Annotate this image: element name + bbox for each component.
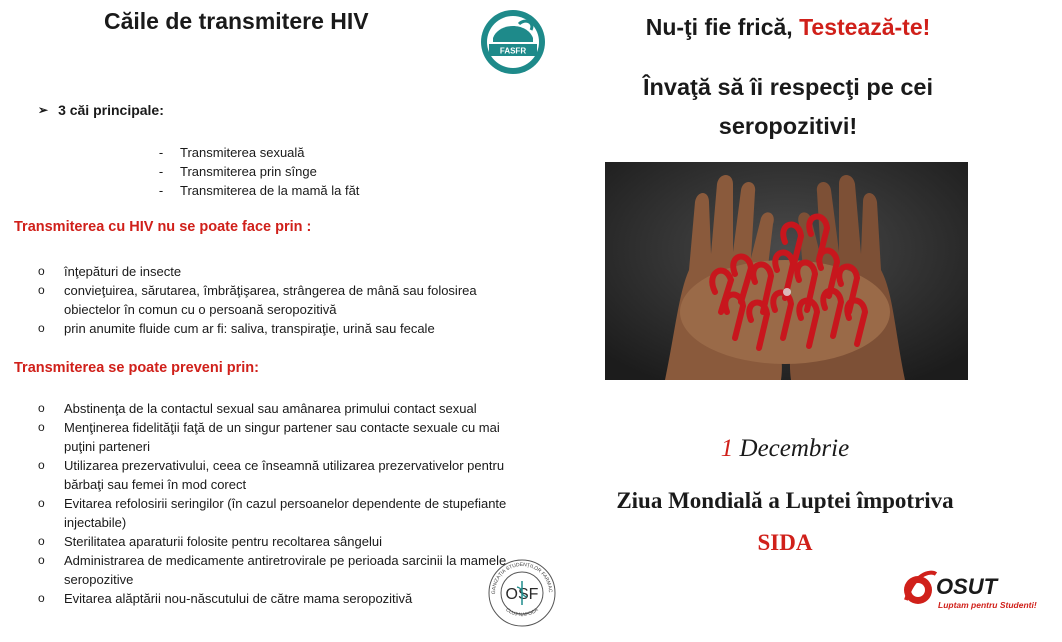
circle-bullet-icon: o	[38, 401, 45, 415]
right-title	[578, 14, 998, 41]
list-item: - Transmiterea prin sînge	[158, 164, 317, 179]
list-item: o Sterilitatea aparaturii folosite pentru recoltarea sângelui	[38, 534, 382, 549]
list-item: o înţepături de insecte	[38, 264, 182, 279]
prevention-list	[38, 399, 508, 608]
circle-bullet-icon: o	[38, 321, 45, 335]
right-title-red: Testează-te!	[799, 14, 931, 40]
not-transmitted-list	[38, 262, 508, 338]
circle-bullet-icon: o	[38, 458, 45, 472]
circle-bullet-icon: o	[38, 553, 45, 567]
date-number: 1	[720, 435, 734, 462]
osut-logo	[900, 568, 1050, 618]
list-item: o Evitarea refolosirii seringilor (în cazul persoanelor dependente de stupefiante injectabile)	[38, 496, 507, 530]
world-day-title: Ziua Mondială a Luptei împotriva	[616, 488, 954, 513]
list-item: o convieţuirea, sărutarea, îmbrăţişarea, strângerea de mână sau folosirea obiectelor în comun cu o persoană seropozitivă	[38, 283, 477, 317]
osf-ring-text: GANIZAȚIA STUDENȚILOR FARMAC	[490, 561, 554, 595]
list-item: o Abstinenţa de la contactul sexual sau amânarea primului contact sexual	[38, 401, 477, 416]
list-item: - Transmiterea de la mamă la făt	[158, 183, 360, 198]
prevention-heading: Transmiterea se poate preveni prin:	[14, 360, 259, 376]
left-title: Căile de transmitere HIV	[104, 8, 369, 34]
right-title-black: Nu-ţi fie frică,	[645, 14, 800, 40]
dash-bullet: -	[158, 183, 164, 198]
subtitle-line: Învaţă să îi respecţi pe cei	[643, 74, 933, 100]
list-item: o Menţinerea fidelităţii faţă de un singur partener sau contacte sexuale cu mai puţini parteneri	[38, 420, 500, 454]
osf-initials: OSF	[505, 586, 539, 603]
dash-bullet: -	[158, 145, 164, 160]
main-bullet	[38, 102, 164, 118]
circle-bullet-icon: o	[38, 264, 45, 278]
osut-name: OSUT	[936, 574, 998, 599]
osf-city-text: CLUJ-NAPOCA	[504, 606, 540, 619]
circle-bullet-icon: o	[38, 534, 45, 548]
not-transmitted-heading: Transmiterea cu HIV nu se poate face prin :	[14, 219, 312, 235]
list-item: - Transmiterea sexuală	[158, 145, 305, 160]
dash-bullet: -	[158, 164, 164, 179]
list-item: o Evitarea alăptării nou-născutului de către mama seropozitivă	[38, 591, 413, 606]
fasfr-logo	[479, 8, 547, 76]
subtitle	[568, 68, 1008, 146]
hands-red-ribbons-photo	[605, 162, 968, 380]
svg-text:CLUJ-NAPOCA	[504, 607, 540, 619]
circle-bullet-icon: o	[38, 420, 45, 434]
osf-logo	[487, 557, 557, 629]
circle-bullet-icon: o	[38, 496, 45, 510]
list-item: o Administrarea de medicamente antiretrovirale pe perioada sarcinii la mamele seropozitive	[38, 553, 507, 587]
subtitle-line: seropozitivi!	[718, 113, 858, 139]
arrow-right-icon: ➢	[38, 103, 49, 117]
sida-label: SIDA	[757, 530, 813, 555]
list-item: o Utilizarea prezervativului, ceea ce înseamnă utilizarea prezervativelor pentru bărbaţi sau femei în mod corect	[38, 458, 505, 492]
list-item: o prin anumite fluide cum ar fi: saliva, transpiraţie, urină sau fecale	[38, 321, 435, 336]
circle-bullet-icon: o	[38, 283, 45, 297]
osut-slogan: Luptam pentru Studenti!	[938, 600, 1037, 610]
fasfr-logo-text: FASFR	[499, 46, 527, 56]
main-bullet-label: 3 căi principale:	[58, 102, 164, 118]
transmission-routes-list	[158, 143, 359, 200]
date-month: Decembrie	[733, 435, 850, 462]
date-line	[600, 435, 970, 463]
circle-bullet-icon: o	[38, 591, 45, 605]
